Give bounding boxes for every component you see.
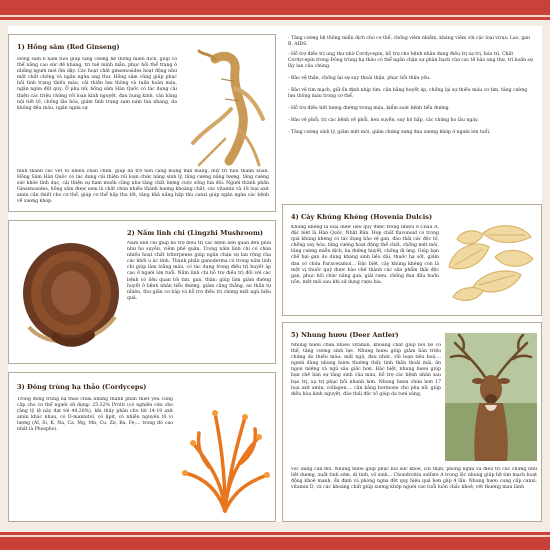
- section-body-continued: vóc dáng cân đối. Nhung hươu giúp phục hồi sức khoẻ, ích thận, phòng ngừa và điều trị các chứng như liệt dương, xuất tinh sớm, di tinh, vô sinh... Chondroitin sulfate A trong lộc nhung giúp hệ tim mạch hoạt động khoẻ mạnh, ổn định và phòng ngừa đột quỵ hiệu quả hơn gấp 4 lần. Nhung hươu cung cấp canxi, vitamin D, và các khoáng chất giúp xương khớp người cao tuổi luôn chắc khoẻ, vết thương mau lành: [291, 467, 537, 491]
- cordyceps-section: [8, 372, 276, 522]
- section-title: 1) Hồng sâm (Red Ginseng): [17, 43, 120, 51]
- right-column: [282, 26, 542, 522]
- deer-icon: [445, 333, 537, 461]
- antler-section: [282, 322, 542, 522]
- list-item: - Tăng cường hệ thống miễn dịch cho cơ thể, chống viêm nhiễm, kháng viêm với các loại virus: Lao, gan B, AIDS.: [288, 36, 530, 48]
- hovenia-section: [282, 204, 542, 316]
- lingzhi-mushroom-icon: [15, 237, 121, 355]
- list-item: - Hỗ trợ điều trị ung thư nhờ Cordycepin, hỗ trợ cho bệnh nhân đang điều trị xạ trị, hóa trị. Chất Cordycepin trong Đông trùng hạ thảo có thể ngăn chặn sự phân hạch của các tế bào ung thư, trì hoãn sự lây lan của chúng.: [288, 52, 533, 70]
- cordyceps-icon: [179, 403, 271, 515]
- section-body: Trong đông trùng hạ thảo chứa những thành phần thiết yếu cung cấp cho cơ thể người sử dụng: 25-32% Protit (có nghiên cứu cho rằng tỷ lệ này đạt tới 44,26%), khi thủy phân cho tới 14-19 axit amin khác nhau, có D-mannitol, có lipit, có nhiều nguyên tố vi lượng (Al, Si, K, Na, Ca, Mg, Mn, Cu, Zn, Ba, Fe,... trong đó cao nhất là Phospho).: [17, 397, 173, 433]
- content-page: [8, 26, 542, 522]
- left-column: [8, 26, 276, 522]
- section-body: Nấm linh chi giúp hỗ trợ điều trị các bệnh liên quan đến phổi như ho suyễn, viêm phế quản. Trong nấm linh chi có chứa nhiều hoạt chất triterpenes giúp ngăn chặn sự lan rộng của các khối u ác tính. Thành phần ganoderma có trong nấm linh chi giúp làm loãng máu, có tác dụng trong điều trị huyết áp cao ở người lớn tuổi. Nấm linh chi hỗ trợ điều trị đối với các bệnh có liên quan tới tim, gan, thận: giúp làm giảm đường huyết ở bệnh nhân tiểu đường, giảm căng thẳng, an thần tự nhiên, thư giãn cơ bắp và hỗ trợ điều trị chứng mất ngủ hiệu quả.: [127, 241, 271, 301]
- list-item: - Bảo vệ thận, chống lại sự suy thoái thận, phục hồi thận yếu.: [288, 76, 431, 81]
- ginseng-section: [8, 34, 276, 212]
- list-item: - Bảo vệ phổi, trị các bệnh về phổi, hen suyễn, suy hô hấp, các chứng ho lâu ngày.: [288, 118, 479, 123]
- hovenia-slices-icon: [443, 217, 539, 307]
- bottom-decorative-band: [0, 532, 550, 550]
- ginseng-root-icon: [185, 49, 269, 169]
- top-decorative-band: [0, 0, 550, 20]
- lingzhi-section: [8, 220, 276, 364]
- section-body: Hồng sâm 6 năm tuổi giúp tăng cường hệ thống miễn dịch, giúp cơ thể năng cao sức đề kháng, trí tuệ minh mẫn, phục hồi thể trạng ở những người mới ốm dậy. Các hoạt chất ginsenosides hoạt động như một chất chống và ngăn ngừa ung thư. Hồng sâm cũng giúp phục hồi tình trạng thiếu máu, cải thiện lưu thông và tuần hoàn máu, ngăn ngừa đột quỵ. Ở phụ nữ, hồng sâm Hàn Quốc có tác dụng cải thiện các triệu chứng rối loạn kinh nguyệt, đau bụng kinh, cân bằng nội tiết tố, chống lão hóa, giảm tình trạng sạm nám tàn nhang, da không đều màu, ngăn ngừa sự: [17, 57, 177, 111]
- section-title: 5) Nhung hươu (Deer Antler): [291, 331, 399, 339]
- section-title: 4) Cây Khúng Khéng (Hovenia Dulcis): [291, 213, 433, 221]
- list-item: - Hỗ trợ điều tiết lượng đường trong máu, kiểm soát bệnh tiểu đường.: [288, 106, 451, 111]
- section-title: 2) Nấm linh chi (Lingzhi Mushroom): [127, 229, 264, 237]
- cordyceps-benefits-list: [282, 36, 542, 210]
- section-body: Khúng khéng là loại dược liệu quý được trồng nhiều ở Châu Á, đặc biệt là Hàn Quốc, Nhật Bản. Hợp chất flavonoid có trong quả khúng khéng có tác dụng bảo vệ gan, đào thải các độc tố, chống oxy hóa, tăng cường hoạt động thể chất, chống mệt mỏi, tăng cường miễn dịch, hạ đường huyết, chống dị ứng. Giúp bạn chế bại gan do dùng kháng sinh liều dài, thuốc hạ sốt, giảm đau có chứa Paracetamol... Đặc biệt, cây khúng khéng còn là một vị thuốc quý được bào chế thành các sản phẩm thải độc gan, phục hồi chức năng gan, giải rượu, chống đau đầu buồn nôn, mệt mỏi sau khi sử dụng rượu bia.: [291, 225, 439, 285]
- list-item: - Tăng cường sinh lý, giảm mệt mỏi, giảm chứng sưng đau xương khớp ở người lớn tuổi.: [288, 130, 491, 135]
- list-item: - Bảo vệ tim mạch, giữ ổn định nhịp tim, cân bằng huyết áp, chống lại sự thiếu máu cơ tim, tăng cường lưu thông máu trong cơ thể.: [288, 88, 528, 100]
- section-body: Nhung hươu chứa nhiều vitamin, khoáng chất giúp bồi bổ cơ thể, tăng cường sinh lực. Nhung hươu giúp giảm hàn triệu chứng do thiếu máu: mất ngủ, đau nhức, rối loạn tiêu hoá,... người dùng nhung hươu thường thấy tinh thần thoải mái, ăn ngon miệng và ngủ sâu giấc hơn. Đặc biệt, nhung hươu giúp bạn chế hàn sự tăng sinh của máu, hỗ trợ các bệnh nhân sau bạo trị, xạ trị phục hồi nhanh hơn. Nhung hươu chứa hơn 17 loại axit amin, collagen,... cân bằng hormone cho phụ nữ, giúp điều hòa kinh nguyệt, đào thải độc tố giúp da tươi sáng,: [291, 343, 441, 397]
- section-body-continued: hình thành các vết tổ nhiều chân chim, giúp da trở nên căng mọng mịn màng, duy trì tuổi thanh xuân. Hồng Sâm Hàn Quốc có tác dụng cải thiện rối loạn chức năng sinh lý, tăng cường năng lượng, tăng cường sức khỏe tình dục, cải thiện sự ham muốn cũng như tăng chất lượng cuộc sống lứa đôi. Người thành phần Ginsenosides, hồng sâm được xem là chất chứa nhiều thành hương khoáng chất, các vitamin và 18 loại axit amin cần thiết cho cơ thể, giúp cơ thể hấp thu tốt, tăng khả năng hấp thu canxi giúp ngăn ngừa các bệnh về xương khớp.: [17, 169, 269, 205]
- section-title: 3) Đông trùng hạ thảo (Cordyceps): [17, 383, 147, 391]
